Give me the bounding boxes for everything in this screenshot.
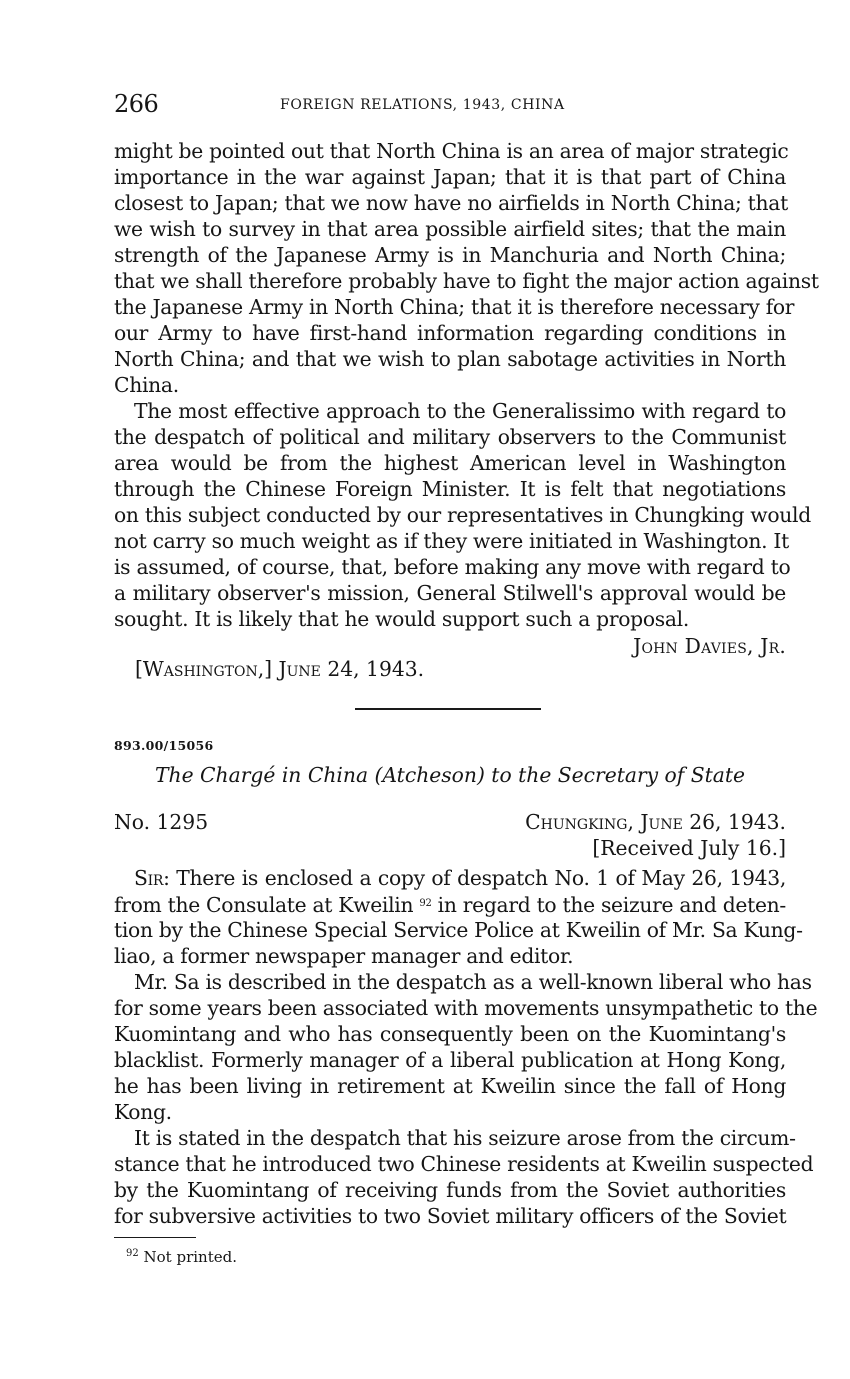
text-line: closest to Japan; that we now have no airfields in North China; that bbox=[114, 191, 788, 215]
text-line: The most effective approach to the Generalissimo with regard to bbox=[134, 399, 786, 423]
text-line: importance in the war against Japan; that it is that part of China bbox=[114, 165, 786, 189]
text-line: he has been living in retirement at Kweilin since the fall of Hong bbox=[114, 1074, 786, 1098]
received-date: [Received July 16.] bbox=[592, 836, 786, 860]
text-line: by the Kuomintang of receiving funds from the Soviet authorities bbox=[114, 1178, 786, 1202]
text-line: blacklist. Formerly manager of a liberal publication at Hong Kong, bbox=[114, 1048, 786, 1072]
footnote-reference: 92 bbox=[419, 898, 432, 909]
text-line: not carry so much weight as if they were initiated in Washington. It bbox=[114, 529, 789, 553]
text-line: tion by the Chinese Special Service Police at Kweilin of Mr. Sa Kung- bbox=[114, 918, 803, 942]
text-fragment: in regard to the seizure and deten- bbox=[437, 893, 786, 917]
text-line: that we shall therefore probably have to fight the major action against bbox=[114, 269, 819, 293]
text-line: for subversive activities to two Soviet military officers of the Soviet bbox=[114, 1204, 787, 1228]
salutation: Sir: bbox=[134, 866, 170, 890]
text-line: the despatch of political and military observers to the Communist bbox=[114, 425, 786, 449]
page-header bbox=[114, 88, 786, 120]
text-line: might be pointed out that North China is an area of major strategic bbox=[114, 139, 789, 163]
text-line: the Japanese Army in North China; that it is therefore necessary for bbox=[114, 295, 795, 319]
text-line: China. bbox=[114, 373, 179, 397]
text-line: liao, a former newspaper manager and editor. bbox=[114, 944, 574, 968]
text-line: Kong. bbox=[114, 1100, 172, 1124]
text-line: strength of the Japanese Army is in Manchuria and North China; bbox=[114, 243, 786, 267]
footnote-text: Not printed. bbox=[143, 1248, 237, 1266]
text-line: for some years been associated with movements unsympathetic to the bbox=[114, 996, 818, 1020]
despatch-number: No. 1295 bbox=[114, 810, 209, 834]
section-divider bbox=[355, 708, 541, 710]
page-number: 266 bbox=[114, 90, 159, 118]
text-line: Mr. Sa is described in the despatch as a well-known liberal who has bbox=[134, 970, 812, 994]
text-fragment: from the Consulate at Kweilin bbox=[114, 893, 414, 917]
text-line: a military observer's mission, General Stilwell's approval would be bbox=[114, 581, 786, 605]
text-line: we wish to survey in that area possible airfield sites; that the main bbox=[114, 217, 786, 241]
text-line bbox=[114, 891, 786, 918]
text-fragment: There is enclosed a copy of despatch No. 1 of May 26, 1943, bbox=[176, 866, 786, 890]
text-line: sought. It is likely that he would support such a proposal. bbox=[114, 607, 689, 631]
text-line: Kuomintang and who has consequently been on the Kuomintang's bbox=[114, 1022, 786, 1046]
document-title: The Chargé in China (Atcheson) to the Secretary of State bbox=[154, 763, 746, 787]
signature: John Davies, Jr. bbox=[633, 634, 786, 658]
file-number: 893.00/15056 bbox=[114, 738, 214, 753]
running-title: FOREIGN RELATIONS, 1943, CHINA bbox=[280, 97, 565, 113]
footnote bbox=[126, 1243, 237, 1268]
text-line: North China; and that we wish to plan sabotage activities in North bbox=[114, 347, 786, 371]
text-line: is assumed, of course, that, before making any move with regard to bbox=[114, 555, 791, 579]
text-line: through the Chinese Foreign Minister. It is felt that negotiations bbox=[114, 477, 786, 501]
footnote-rule bbox=[114, 1237, 196, 1238]
dateline: Chungking, June 26, 1943. bbox=[525, 810, 786, 834]
text-line: on this subject conducted by our representatives in Chungking would bbox=[114, 503, 811, 527]
place-date-text: [Washington,] June 24, 1943. bbox=[135, 657, 425, 681]
footnote-number: 92 bbox=[126, 1248, 139, 1259]
text-line: our Army to have first-hand information regarding conditions in bbox=[114, 321, 786, 345]
text-line: area would be from the highest American level in Washington bbox=[114, 451, 786, 475]
text-line: stance that he introduced two Chinese residents at Kweilin suspected bbox=[114, 1152, 814, 1176]
place-date bbox=[135, 656, 424, 682]
text-line: It is stated in the despatch that his seizure arose from the circum- bbox=[134, 1126, 796, 1150]
text-line bbox=[134, 865, 786, 891]
